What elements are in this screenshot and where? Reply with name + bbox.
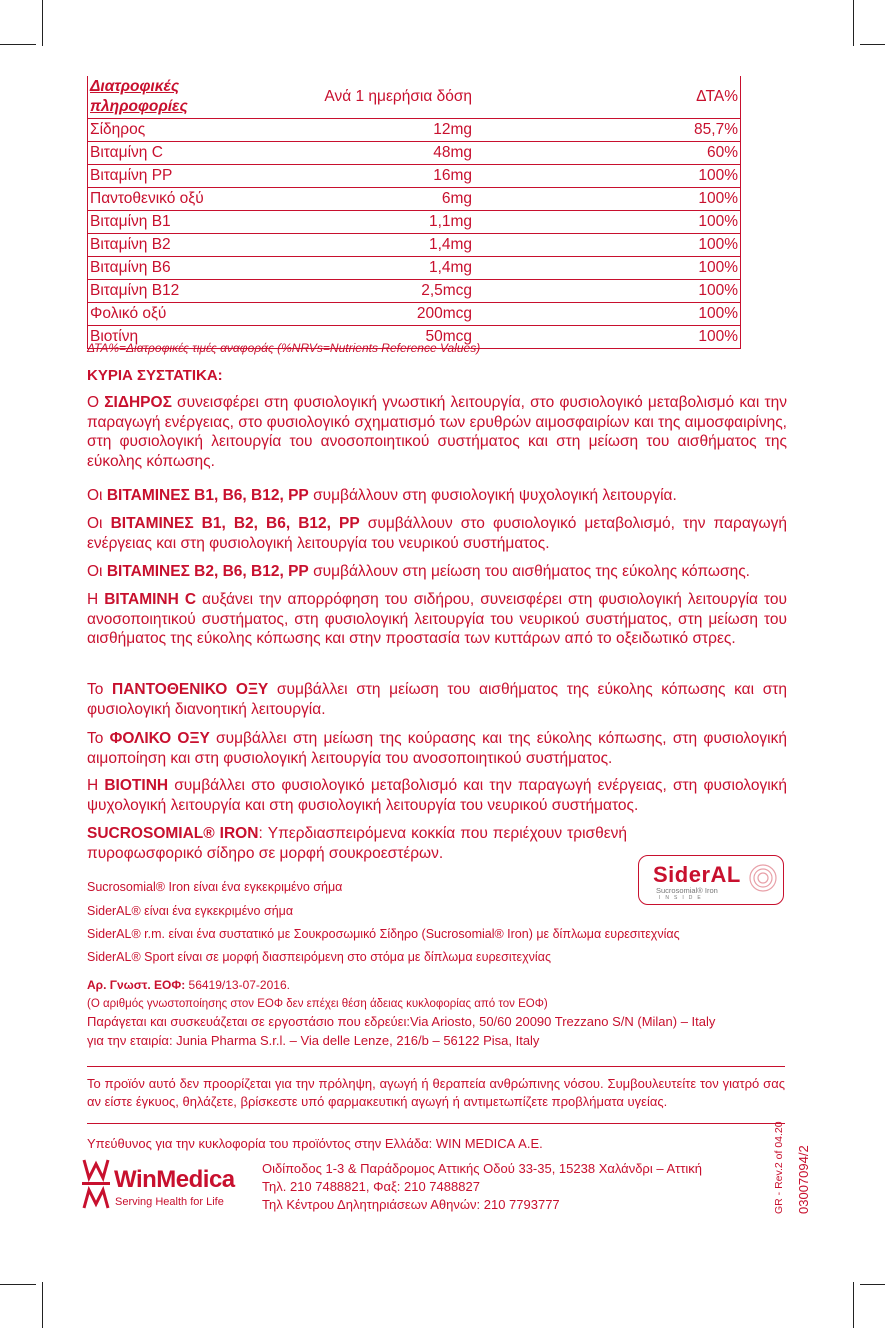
sideral-swirl-icon — [747, 862, 779, 894]
trademark-line: SiderAL® είναι ένα εγκεκριμένο σήμα — [87, 904, 294, 918]
nutrient-name: Παντοθενικό οξύ — [88, 188, 271, 211]
para-prefix: Η — [87, 591, 105, 608]
ingredient-paragraph-folic — [87, 729, 787, 768]
nutrition-header-name: Διατροφικές πληροφορίες — [88, 76, 271, 119]
nutrient-name: Βιοτίνη — [88, 326, 271, 349]
nutrient-nrv: 60% — [692, 142, 740, 165]
nutrient-name: Βιταμίνη PP — [88, 165, 271, 188]
para-prefix: Οι — [87, 487, 107, 504]
sideral-badge-sub: Sucrosomial® Iron — [656, 886, 718, 895]
nutrient-dose: 1,4mg — [270, 234, 692, 257]
para-bold: ΒΙΤΑΜΙΝΕΣ Β2, Β6, Β12, PP — [106, 563, 309, 580]
company-line: για την εταιρία: Junia Pharma S.r.l. – Via delle Lenze, 216/b – 56122 Pisa, Italy — [87, 1033, 540, 1048]
crop-mark — [42, 1282, 43, 1328]
nutrient-dose: 1,1mg — [270, 211, 692, 234]
nutrient-name: Φολικό οξύ — [88, 303, 271, 326]
divider — [87, 1066, 785, 1067]
nutrient-dose: 16mg — [270, 165, 692, 188]
nutrient-name: Σίδηρος — [88, 119, 271, 142]
ingredient-paragraph-pantothenic — [87, 680, 787, 719]
nutrient-name: Βιταμίνη Β12 — [88, 280, 271, 303]
crop-mark — [860, 1284, 885, 1285]
nutrient-dose: 48mg — [270, 142, 692, 165]
eof-registration — [87, 977, 290, 993]
ingredient-paragraph-vitamins-metabolism — [87, 514, 787, 553]
nrv-note: ΔΤΑ%=Διατροφικές τιμές αναφοράς (%NRVs=Nutrients Reference Values) — [87, 341, 481, 355]
eof-value: 56419/13-07-2016. — [185, 978, 290, 992]
nutrition-row — [88, 257, 741, 280]
ingredient-paragraph-vitamin-c — [87, 590, 787, 649]
nutrition-row — [88, 142, 741, 165]
nutrient-nrv: 100% — [692, 326, 740, 349]
para-bold: ΒΙΤΑΜΙΝΕΣ Β1, Β2, Β6, Β12, PP — [110, 515, 360, 532]
para-prefix: Οι — [87, 515, 111, 532]
ingredient-paragraph-vitamins-fatigue — [87, 562, 787, 582]
nutrient-nrv: 100% — [692, 234, 740, 257]
nutrient-name: Βιταμίνη C — [88, 142, 271, 165]
distributor-address — [262, 1160, 702, 1214]
nutrition-row — [88, 188, 741, 211]
para-prefix: Η — [87, 777, 105, 794]
para-text: συμβάλλει στη μείωση του αισθήματος της εύκολης κόπωσης και στη φυσιολογική διανοητική λειτουργία. — [87, 681, 788, 718]
nutrient-nrv: 100% — [692, 188, 740, 211]
nutrient-dose: 6mg — [270, 188, 692, 211]
para-bold: ΦΟΛΙΚΟ ΟΞΥ — [109, 730, 210, 747]
winmedica-mark-icon — [82, 1158, 110, 1210]
product-code: 03007094/2 — [796, 1145, 811, 1214]
trademark-line: SiderAL® r.m. είναι ένα συστατικό με Σουκροσωμικό Σίδηρο (Sucrosomial® Iron) με δίπλωμα ευρεσιτεχνίας — [87, 927, 680, 941]
para-prefix: Ο — [87, 394, 105, 411]
winmedica-logo — [82, 1158, 252, 1210]
para-text: συνεισφέρει στη φυσιολογική γνωστική λειτουργία, στο φυσιολογικό μεταβολισμό και την παραγωγή ενέργειας, στο φυσιολογικό σχηματισμό των ερυθρών αιμοσφαιρίων και της αιμοσφαιρίνης, στη φυσιολογική λειτουργία του ανοσοποιητικού συστήματος και στη μείωση του αισθήματος της εύκολης κόπωσης. — [87, 394, 787, 470]
address-line: Οιδίποδος 1-3 & Παράδρομος Αττικής Οδού 33-35, 15238 Χαλάνδρι – Αττική — [262, 1161, 703, 1176]
para-text: συμβάλλουν στη μείωση του αισθήματος της εύκολης κόπωσης. — [308, 563, 750, 580]
ingredient-paragraph-vitamins-psych — [87, 486, 787, 506]
distributor-line: Υπεύθυνος για την κυκλοφορία του προϊόντος στην Ελλάδα: WIN MEDICA Α.Ε. — [87, 1136, 543, 1151]
nutrition-row — [88, 234, 741, 257]
para-text: αυξάνει την απορρόφηση του σιδήρου, συνεισφέρει στη φυσιολογική λειτουργία του ανοσοποιητικού συστήματος, στη φυσιολογική λειτουργία του νευρικού συστήματος, στη μείωση του αισθήματος της εύκολης κόπωσης και στην προστασία των κυττάρων από το οξειδωτικό στρες. — [87, 591, 787, 647]
para-text: συμβάλλει στο φυσιολογικό μεταβολισμό και την παραγωγή ενέργειας, στη φυσιολογική ψυχολογική λειτουργία και στη φυσιολογική λειτουργία του νευρικού συστήματος. — [87, 777, 788, 814]
para-text: συμβάλλει στη μείωση της κούρασης και της εύκολης κόπωσης, στη φυσιολογική αιμοποίηση και στη φυσιολογική λειτουργία του ανοσοποιητικού συστήματος. — [87, 730, 787, 767]
para-text: συμβάλλουν στη φυσιολογική ψυχολογική λειτουργία. — [308, 487, 677, 504]
para-bold: ΒΙΤΑΜΙΝΕΣ Β1, Β6, Β12, PP — [106, 487, 309, 504]
para-bold: SUCROSOMIAL® IRON — [87, 825, 259, 842]
para-bold: ΠΑΝΤΟΘΕΝΙΚΟ ΟΞΥ — [112, 681, 269, 698]
nutrient-dose: 2,5mcg — [270, 280, 692, 303]
para-text: συμβάλλουν στο φυσιολογικό μεταβολισμό, την παραγωγή ενέργειας και στη φυσιολογική λειτουργία του νευρικού συστήματος. — [87, 515, 787, 552]
sideral-badge-inside: INSIDE — [659, 895, 706, 901]
nutrient-dose: 1,4mg — [270, 257, 692, 280]
crop-mark — [0, 1284, 36, 1285]
nutrient-name: Βιταμίνη Β6 — [88, 257, 271, 280]
ingredient-paragraph-biotin — [87, 776, 787, 815]
nutrition-row — [88, 280, 741, 303]
divider — [87, 1123, 785, 1124]
ingredient-paragraph-iron — [87, 393, 787, 471]
para-prefix: Το — [87, 730, 110, 747]
para-prefix: Το — [87, 681, 113, 698]
nutrition-table — [87, 76, 741, 349]
winmedica-logo-tagline: Serving Health for Life — [115, 1196, 224, 1208]
crop-mark — [853, 1282, 854, 1328]
nutrient-dose: 50mcg — [270, 326, 692, 349]
nutrition-row — [88, 303, 741, 326]
para-bold: ΒΙΤΑΜΙΝΗ C — [104, 591, 197, 608]
eof-note: (Ο αριθμός γνωστοποίησης στον ΕΟΦ δεν επέχει θέση άδειας κυκλοφορίας από τον ΕΟΦ) — [87, 998, 548, 1010]
nutrient-nrv: 100% — [692, 303, 740, 326]
nutrient-dose: 12mg — [270, 119, 692, 142]
disclaimer: Το προϊόν αυτό δεν προορίζεται για την πρόληψη, αγωγή ή θεραπεία ανθρώπινης νόσου. Συμβουλευτείτε τον γιατρό σας αν είστε έγκυος, θηλάζετε, βρίσκεστε υπό φαρμακευτική αγωγή ή αντιμετωπίζετε προβλήματα υγείας. — [87, 1076, 785, 1109]
trademark-line: SiderAL® Sport είναι σε μορφή διασπειρόμενη στο στόμα με δίπλωμα ευρεσιτεχνίας — [87, 950, 551, 964]
nutrient-name: Βιταμίνη Β2 — [88, 234, 271, 257]
nutrition-row — [88, 119, 741, 142]
nutrient-nrv: 100% — [692, 165, 740, 188]
nutrient-nrv: 85,7% — [692, 119, 740, 142]
crop-mark — [860, 44, 885, 45]
para-text: : Υπερδιασπειρόμενα κοκκία που περιέχουν τρισθενή πυροφωσφορικό σίδηρο σε μορφή σουκροεστέρων. — [87, 825, 627, 862]
ingredient-paragraph-sucrosomial — [87, 824, 627, 863]
nutrient-nrv: 100% — [692, 257, 740, 280]
ingredients-heading: ΚΥΡΙΑ ΣΥΣΤΑΤΙΚΑ: — [87, 367, 223, 384]
manufacturer-line: Παράγεται και συσκευάζεται σε εργοστάσιο που εδρεύει:Via Ariosto, 50/60 20090 Trezzano S/N (Milan) – Italy — [87, 1014, 716, 1029]
sideral-badge-brand: SiderAL — [653, 862, 741, 887]
crop-mark — [853, 0, 854, 46]
phone-line: Τηλ. 210 7488821, Φαξ: 210 7488827 — [262, 1179, 480, 1194]
winmedica-logo-name: WinMedica — [114, 1166, 235, 1193]
nutrition-header-row — [88, 76, 741, 119]
revision-code: GR - Rev.2 of 04.20 — [773, 1121, 785, 1214]
nutrient-dose: 200mcg — [270, 303, 692, 326]
crop-mark — [42, 0, 43, 46]
crop-mark — [0, 44, 36, 45]
para-bold: ΣΙΔΗΡΟΣ — [104, 394, 172, 411]
para-bold: ΒΙΟΤΙΝΗ — [104, 777, 169, 794]
nutrition-header-dose: Ανά 1 ημερήσια δόση — [270, 76, 692, 119]
nutrition-row — [88, 211, 741, 234]
nutrient-nrv: 100% — [692, 211, 740, 234]
trademark-line: Sucrosomial® Iron είναι ένα εγκεκριμένο σήμα — [87, 880, 343, 894]
nutrient-nrv: 100% — [692, 280, 740, 303]
poison-center-line: Τηλ Κέντρου Δηλητηριάσεων Αθηνών: 210 7793777 — [262, 1197, 560, 1212]
nutrition-header-nrv: ΔΤΑ% — [692, 76, 740, 119]
nutrient-name: Βιταμίνη Β1 — [88, 211, 271, 234]
nutrition-row — [88, 165, 741, 188]
sideral-badge — [638, 855, 784, 905]
eof-label: Αρ. Γνωστ. ΕΟΦ: — [87, 978, 186, 992]
para-prefix: Οι — [87, 563, 107, 580]
